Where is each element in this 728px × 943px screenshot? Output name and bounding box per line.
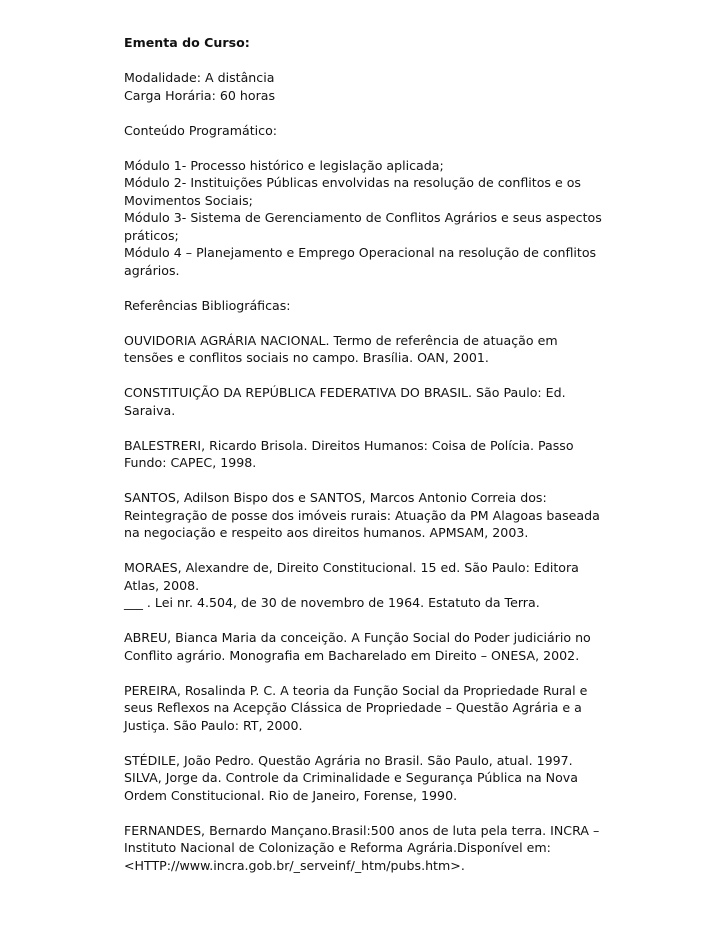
reference-line: CONSTITUIÇÃO DA REPÚBLICA FEDERATIVA DO BRASIL. São Paulo: Ed. [124, 385, 566, 400]
reference-entry [124, 437, 644, 472]
reference-entry [124, 489, 644, 542]
document-page [124, 34, 644, 874]
reference-line: Conflito agrário. Monografia em Bacharelado em Direito – ONESA, 2002. [124, 647, 580, 663]
reference-line: Atlas, 2008. [124, 577, 200, 593]
spacer [124, 804, 644, 822]
spacer [124, 279, 644, 297]
modulo-line: Módulo 1- Processo histórico e legislação aplicada; [124, 157, 444, 173]
reference-line: Fundo: CAPEC, 1998. [124, 455, 257, 470]
modulo-line: práticos; [124, 227, 179, 243]
spacer [124, 419, 644, 437]
reference-line: Saraiva. [124, 402, 176, 418]
course-heading: Ementa do Curso: [124, 35, 250, 50]
referencias-label: Referências Bibliográficas: [124, 297, 291, 313]
reference-line: ___ . Lei nr. 4.504, de 30 de novembro de 1964. Estatuto da Terra. [124, 595, 540, 610]
reference-line: PEREIRA, Rosalinda P. C. A teoria da Função Social da Propriedade Rural e [124, 682, 588, 698]
modulo-line: Movimentos Sociais; [124, 192, 253, 208]
carga-horaria-line: Carga Horária: 60 horas [124, 87, 276, 103]
reference-entry [124, 752, 644, 805]
reference-line: FERNANDES, Bernardo Mançano.Brasil:500 anos de luta pela terra. INCRA – [124, 822, 600, 838]
modulo-line: Módulo 2- Instituições Públicas envolvidas na resolução de conflitos e os [124, 175, 581, 190]
modulo-line: agrários. [124, 262, 180, 278]
modalidade-line: Modalidade: A distância [124, 70, 275, 85]
reference-entry [124, 384, 644, 419]
reference-line: Ordem Constitucional. Rio de Janeiro, Forense, 1990. [124, 787, 458, 803]
reference-entry [124, 822, 644, 875]
spacer [124, 612, 644, 630]
reference-line: STÉDILE, João Pedro. Questão Agrária no Brasil. São Paulo, atual. 1997. [124, 752, 573, 768]
reference-line: MORAES, Alexandre de, Direito Constitucional. 15 ed. São Paulo: Editora [124, 560, 579, 575]
modulo-line: Módulo 3- Sistema de Gerenciamento de Conflitos Agrários e seus aspectos [124, 210, 602, 225]
reference-line: BALESTRERI, Ricardo Brisola. Direitos Humanos: Coisa de Polícia. Passo [124, 437, 574, 453]
spacer [124, 314, 644, 332]
spacer [124, 734, 644, 752]
spacer [124, 367, 644, 385]
spacer [124, 52, 644, 70]
conteudo-label: Conteúdo Programático: [124, 122, 278, 138]
reference-line: SILVA, Jorge da. Controle da Criminalidade e Segurança Pública na Nova [124, 770, 578, 785]
reference-line: SANTOS, Adilson Bispo dos e SANTOS, Marcos Antonio Correia dos: [124, 490, 547, 505]
spacer [124, 104, 644, 122]
reference-line: Justiça. São Paulo: RT, 2000. [124, 717, 303, 733]
reference-line: Reintegração de posse dos imóveis rurais: Atuação da PM Alagoas baseada [124, 507, 600, 523]
reference-line: OUVIDORIA AGRÁRIA NACIONAL. Termo de referência de atuação em [124, 332, 558, 348]
spacer [124, 664, 644, 682]
reference-line: ABREU, Bianca Maria da conceição. A Função Social do Poder judiciário no [124, 630, 591, 645]
spacer [124, 472, 644, 490]
spacer [124, 139, 644, 157]
reference-entry [124, 332, 644, 367]
reference-entry [124, 682, 644, 735]
reference-line: Instituto Nacional de Colonização e Reforma Agrária.Disponível em: [124, 840, 551, 855]
modulos-list [124, 157, 644, 280]
reference-line: na negociação e respeito aos direitos humanos. APMSAM, 2003. [124, 525, 529, 540]
reference-line: tensões e conflitos sociais no campo. Brasília. OAN, 2001. [124, 350, 489, 365]
reference-entry [124, 559, 644, 612]
reference-line: seus Reflexos na Acepção Clássica de Propriedade – Questão Agrária e a [124, 700, 582, 715]
spacer [124, 542, 644, 560]
reference-line: <HTTP://www.incra.gob.br/_serveinf/_htm/pubs.htm>. [124, 857, 465, 873]
modulo-line: Módulo 4 – Planejamento e Emprego Operacional na resolução de conflitos [124, 245, 597, 260]
reference-entry [124, 629, 644, 664]
